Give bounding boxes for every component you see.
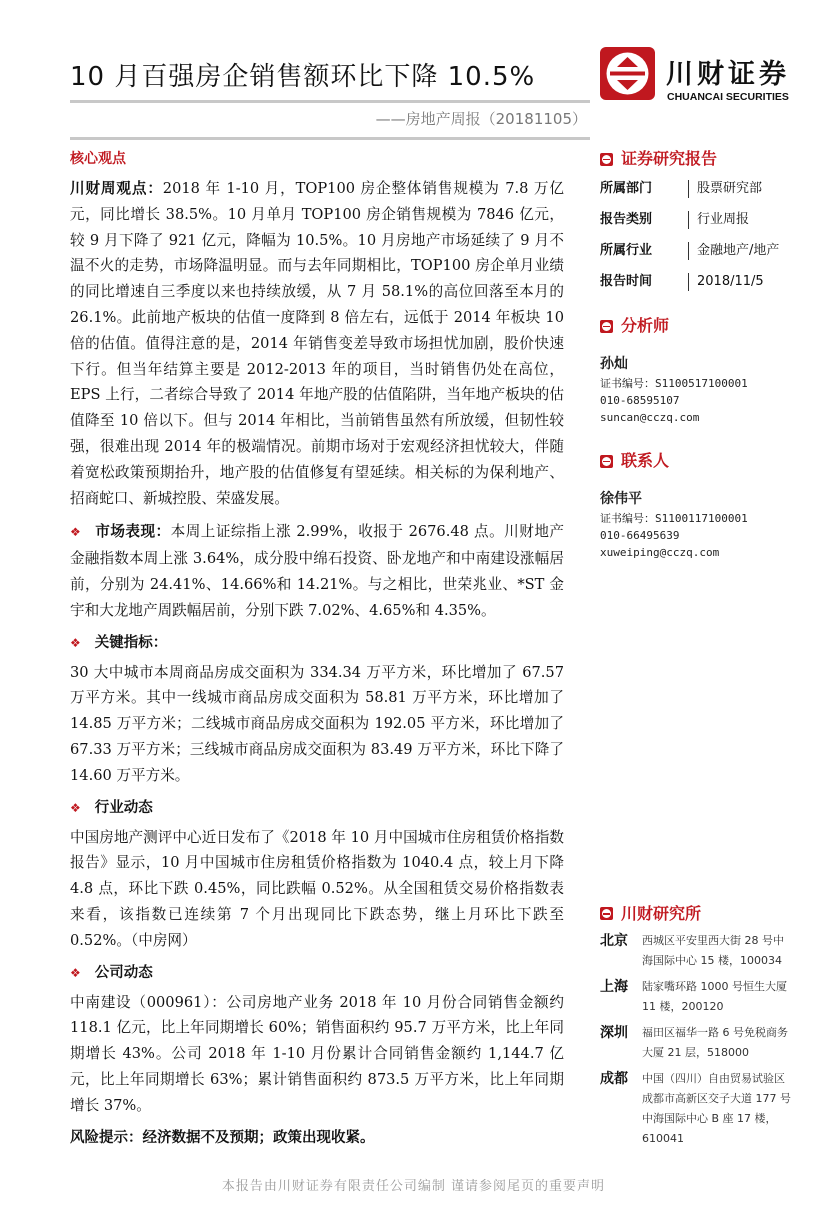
core-heading: 核心观点 [70,151,126,167]
brand-icon [600,153,613,166]
institute-heading [600,903,800,925]
meta-row [600,180,800,198]
office-city: 上海 [600,978,628,995]
office-beijing [600,931,800,971]
diamond-bullet-icon: ❖ [70,525,82,540]
brand-icon [600,455,613,468]
diamond-bullet-icon: ❖ [70,635,81,650]
company-heading-text: 公司动态 [94,964,153,981]
meta-key: 所属行业 [600,243,653,258]
contact-cert: 证书编号：S1100117100001 [600,512,748,525]
office-shenzhen [600,1023,800,1063]
institute-heading-text: 川财研究所 [621,903,702,923]
market-label: 市场表现： [95,523,171,541]
industry-paragraph: 中国房地产测评中心近日发布了《2018 年 10 月中国城市住房租赁价格指数报告》显示，10 月中国城市住房租赁价格指数为 1040.4 点，较上月下降 4.8 点，环比下跌 0.45%，同比跌幅 0.52%。从全国租赁交易价格指数表来看，该指数已连续第 7 个月出现同比下跌态势，继上月环比下跌至 0.52%。（中房网） [70,828,564,949]
meta-value: 股票研究部 [688,180,762,198]
analyst-heading-text: 分析师 [621,316,670,335]
meta-value: 2018/11/5 [688,273,764,291]
sidebar [600,148,800,1155]
page-title: 10 月百强房企销售额环比下降 10.5% [70,62,536,92]
market-paragraph [70,519,564,623]
view-paragraph [70,176,564,511]
contact-heading-text: 联系人 [621,451,670,470]
logo-name-cn: 川财证券 [666,59,790,90]
meta-row [600,242,800,260]
contact-email[interactable]: xuweiping@cczq.com [600,546,720,559]
industry-heading [70,797,564,819]
diamond-bullet-icon: ❖ [70,965,81,980]
diamond-bullet-icon: ❖ [70,800,81,815]
meta-row [600,273,800,291]
key-paragraph: 30 大中城市本周商品房成交面积为 334.34 万平方米，环比增加了 67.57 万平方米。其中一线城市商品房成交面积为 58.81 万平方米，环比增加了 14.85 万平方米；二线城市商品房成交面积为 192.05 平方米，环比增加了 67.33 万平方米；三线城市商品房成交面积为 83.49 万平方米，环比下降了 14.60 万平方米。 [70,663,564,784]
contact-card [600,488,800,561]
logo-name-en: CHUANCAI SECURITIES [667,91,789,103]
meta-key: 所属部门 [600,181,653,196]
analyst-name: 孙灿 [600,356,628,372]
analyst-heading [600,315,800,337]
company-heading [70,962,564,984]
office-city: 成都 [600,1070,628,1087]
analyst-cert: 证书编号：S1100517100001 [600,377,748,390]
company-paragraph: 中南建设（000961）：公司房地产业务 2018 年 10 月份合同销售金额约 118.1 亿元，比上年同期增长 60%；销售面积约 95.7 万平方米，比上年同期增长 43%。公司 2018 年 1-10 月份累计合同销售金额约 1,144.7 亿元，比上年同期增长 63%；累计销售面积约 873.5 万平方米，比上年同期增长 37%。 [70,993,564,1114]
meta-value: 行业周报 [688,211,749,229]
meta-key: 报告时间 [600,274,653,289]
office-address: 西城区平安里西大街 28 号中海国际中心 15 楼，100034 [642,933,784,967]
report-heading-text: 证券研究报告 [621,149,718,168]
view-label: 川财周观点： [70,180,163,197]
office-city: 北京 [600,932,628,949]
footer-disclaimer: 本报告由川财证券有限责任公司编制 谨请参阅尾页的重要声明 [221,1178,606,1194]
meta-value: 金融地产/地产 [688,242,779,260]
header [0,0,827,148]
content [0,148,827,1155]
contact-phone: 010-66495639 [600,529,680,542]
main-column [70,148,564,1155]
report-heading [600,148,800,170]
key-heading [70,632,564,654]
brand-icon [600,320,613,333]
contact-name: 徐伟平 [600,491,642,507]
contact-heading [600,450,800,472]
office-address: 陆家嘴环路 1000 号恒生大厦 11 楼，200120 [642,979,787,1013]
meta-key: 报告类别 [600,212,653,227]
meta-row [600,211,800,229]
institute-section [600,883,800,1155]
divider [70,100,590,103]
office-city: 深圳 [600,1024,628,1041]
industry-heading-text: 行业动态 [94,799,153,816]
analyst-email[interactable]: suncan@cczq.com [600,411,700,424]
analyst-phone: 010-68595107 [600,394,680,407]
office-address: 福田区福华一路 6 号免税商务大厦 21 层，518000 [642,1025,788,1059]
subtitle: ——房地产周报（20181105） [375,110,587,128]
brand-icon [600,907,613,920]
office-chengdu [600,1069,800,1149]
market-text: 本周上证综指上涨 2.99%，收报于 2676.48 点。川财地产金融指数本周上涨 3.64%，成分股中绵石投资、卧龙地产和中南建设涨幅居前，分别为 24.41%、14.66%和 14.21%。与之相比，世荣兆业、*ST 金宇和大龙地产周跌幅居前，分别下跌 7.02%、4.65%和 4.35%。 [70,523,564,619]
office-shanghai [600,977,800,1017]
office-address: 中国（四川）自由贸易试验区成都市高新区交子大道 177 号中海国际中心 B 座 17 楼，610041 [642,1071,791,1145]
view-text: 2018 年 1-10 月，TOP100 房企整体销售规模为 7.8 万亿元，同比增长 38.5%。10 月单月 TOP100 房企销售规模为 7846 亿元，较 9 月下降了 921 亿元，降幅为 10.5%。10 月房地产市场延续了 9 月不温不火的走势，市场降温明显。而与去年同期相比，TOP100 房企单月业绩的同比增速自三季度以来也持续放缓，从 7 月 58.1%的高位回落至本月的 26.1%。此前地产板块的估值一度降到 8 倍左右，远低于 2014 年板块 10 倍的估值。值得注意的是，2014 年销售变差导致市场担忧加剧，股价快速下行。但当年结算主要是 2012-2013 年的项目，当时销售仍处在高位，EPS 上行，二者综合导致了 2014 年地产股的估值陷阱，当年地产板块的估值降至 10 倍以下。但与 2014 年相比，当前销售虽然有所放缓，但韧性较强，很难出现 2014 年的极端情况。前期市场对于宏观经济担忧较大，伴随着宽松政策预期抬升，地产股的估值修复有望延续。相关标的为保利地产、招商蛇口、新城控股、荣盛发展。 [70,180,564,507]
risk-note: 风险提示：经济数据不及预期；政策出现收紧。 [70,1129,375,1146]
divider [70,137,590,140]
analyst-card [600,353,800,426]
key-heading-text: 关键指标： [94,634,168,651]
logo-icon [600,47,655,100]
